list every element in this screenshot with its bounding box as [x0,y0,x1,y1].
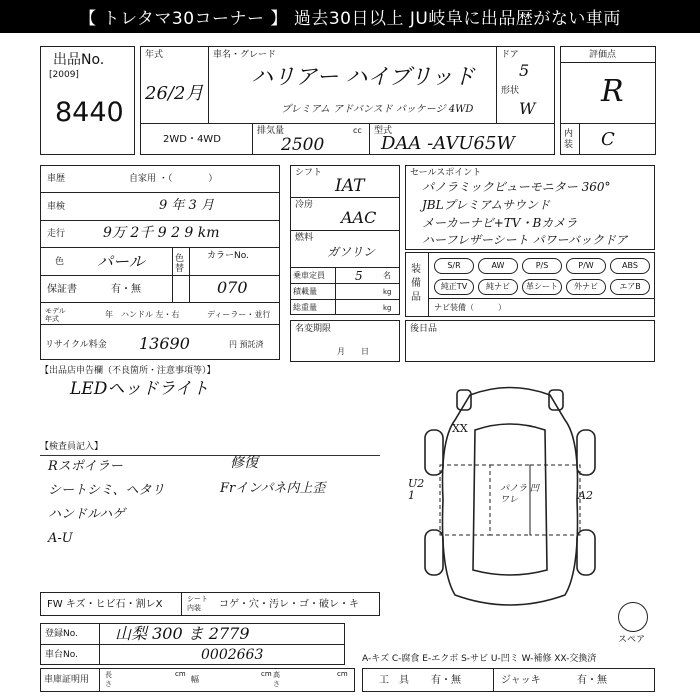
warranty-label: 保証書 [47,284,77,295]
fw-seat-text: コゲ・穴・汚レ・ゴ・破レ・キ [219,599,359,610]
shift-value: IAT [335,176,365,196]
spare-tire-icon [618,602,648,632]
fuel-value: ガソリン [327,245,376,259]
sales-line4: ハーフレザーシート パワーバックドア [422,233,628,247]
reg-label: 登録No. [45,629,78,639]
inspect-value: 9 年 3 月 [159,198,214,213]
weight-label: 総重量 [293,303,317,312]
reg-value: 山梨 300 ま 2779 [115,624,250,643]
cert-wid-unit: cm [261,670,272,678]
lot-label: 出品No. [53,52,105,68]
after-label: 後日品 [410,324,438,334]
cert-label: 車庫証明用 [44,675,90,685]
ac-value: AAC [341,208,377,227]
equip-box [405,252,655,317]
equip-item: P/S [522,258,562,274]
legend-text: A-キズ C-腐食 E-エクボ S-サビ U-凹ミ W-補修 XX-交換済 [362,654,597,664]
cc-unit: cc [353,126,362,135]
score-label: 評価点 [589,50,617,60]
history-label: 車歴 [47,174,66,184]
page-banner: 【 トレタマ30コーナー 】 過去30日以上 JU岐阜に出品歴がない車両 [0,0,700,33]
fw-seat-label: シート内装 [187,595,208,612]
mileage-value: 9万 2千 9 2 9 km [103,225,220,241]
left-details [40,165,280,360]
chassis-value: 0002663 [201,647,264,663]
color-change: 色替 [175,254,185,274]
fuel-label: 燃料 [295,233,314,243]
tools-value: 有・無 [431,675,461,686]
load-label: 積載量 [293,287,317,296]
navi-label: ナビ装備（ ） [434,303,506,312]
grade-value: プレミアム アドバンスド パッケージ 4WD [281,104,474,115]
shift-label: シフト [295,168,323,178]
diagram-mark-a2: A2 [578,489,593,502]
inspector-r2: Frインパネ内上歪 [220,481,326,496]
cert-box [40,668,355,692]
chassis-label: 車台No. [45,650,78,660]
diagram-mark-xx: XX [452,422,468,435]
color-label: 色 [55,257,65,267]
sales-label: セールスポイント [410,168,482,178]
spare-label: スペア [618,635,646,645]
fw-row [40,592,380,616]
name-change-box [290,320,400,362]
equip-item: 純ナビ [478,279,518,295]
inspector-l3: ハンドルハゲ [48,507,126,522]
inspector-label: 【検査員記入】 [40,442,104,452]
header-block [140,46,555,155]
diagram-mark-roof: パノラ 凹 ワレ [500,484,539,505]
seats-value: 5 [355,269,363,283]
year-value: 26/2月 [145,83,204,104]
equip-item: P/W [566,258,606,274]
sales-line2: JBLプレミアムサウンド [422,198,551,212]
seats-label: 乗車定員 [293,271,325,280]
model-value: DAA -AVU65W [381,133,515,154]
door-label: ドア [501,50,519,60]
load-unit: kg [383,288,392,296]
dealer-label: ディーラー・並行 [207,310,271,319]
equip-item: ABS [610,258,650,274]
inspector-l2: シートシミ、ヘタリ [48,483,165,498]
handle-label: ハンドル 左・右 [121,310,180,319]
history-value: 自家用 ・（ ） [129,174,218,184]
recycle-unit: 円 預託済 [229,340,264,349]
equip-item: 革シート [522,279,562,295]
mid-details [290,165,400,315]
inspect-label: 車検 [47,202,66,212]
model-year-unit: 年 [105,310,113,319]
score-box [560,46,656,155]
recycle-label: リサイクル料金 [45,340,107,350]
drive-label: 2WD・4WD [163,134,221,145]
name-change-label: 名変期限 [295,324,332,334]
year-label: 年式 [145,50,164,60]
equip-item: AW [478,258,518,274]
equip-label: 装備品 [411,264,421,303]
interior-value: C [601,129,615,150]
tools-box [362,668,655,692]
sales-line1: パノラミックビューモニター 360° [422,180,611,194]
fw-text: FW キズ・ヒビ石・割レX [47,599,163,610]
notes-label: 【出品店申告欄（不良箇所・注意事項等）】 [40,366,216,376]
lot-year-tag: [2009] [49,70,79,80]
name-change-unit: 月 日 [337,347,369,356]
diagram-mark-side: U2 1 [408,477,425,502]
score-value: R [601,74,624,109]
sales-line3: メーカーナビ+TV・Bカメラ [422,216,578,230]
door-value: 5 [519,61,530,80]
model-year-label: モデル年式 [45,307,66,323]
cert-wid: 幅 [191,675,199,684]
reg-box [40,623,345,665]
notes-value: LEDヘッドライト [70,379,209,399]
cc-value: 2500 [281,135,325,155]
warranty-value: 有・無 [111,284,141,295]
name-value: ハリアー ハイブリッド [251,65,475,90]
mileage-label: 走行 [47,229,66,239]
cert-hei: 高さ [273,671,280,688]
colorcode-value: 070 [217,278,248,297]
equip-item: 外ナビ [566,279,606,295]
cert-hei-unit: cm [337,670,348,678]
lot-box [40,46,135,155]
sales-box [405,165,655,250]
colorcode-label: カラーNo. [207,251,249,261]
interior-label: 内装 [564,129,574,150]
cert-len-unit: cm [175,670,186,678]
name-label: 車名・グレード [213,50,277,60]
cc-label: 排気量 [257,126,285,136]
inspector-l4: A-U [48,531,73,546]
equip-item: S/R [434,258,474,274]
seats-unit: 名 [383,271,391,280]
weight-unit: kg [383,304,392,312]
tools-label: 工 具 [379,675,409,686]
inspector-r1: 修復 [230,455,258,471]
recycle-value: 13690 [139,334,190,353]
lot-number: 8440 [55,97,124,128]
after-box [405,320,655,362]
equip-item: 純正TV [434,279,474,295]
ac-label: 冷房 [295,200,314,210]
model-label: 型式 [374,126,393,136]
cert-len: 長さ [105,671,112,688]
inspector-l1: Rスポイラー [48,459,123,474]
jack-label: ジャッキ [501,675,541,686]
color-value: パール [97,252,145,271]
jack-value: 有・無 [577,675,607,686]
shape-value: W [519,99,536,118]
shape-label: 形状 [501,86,520,96]
equip-item: エアB [610,279,650,295]
